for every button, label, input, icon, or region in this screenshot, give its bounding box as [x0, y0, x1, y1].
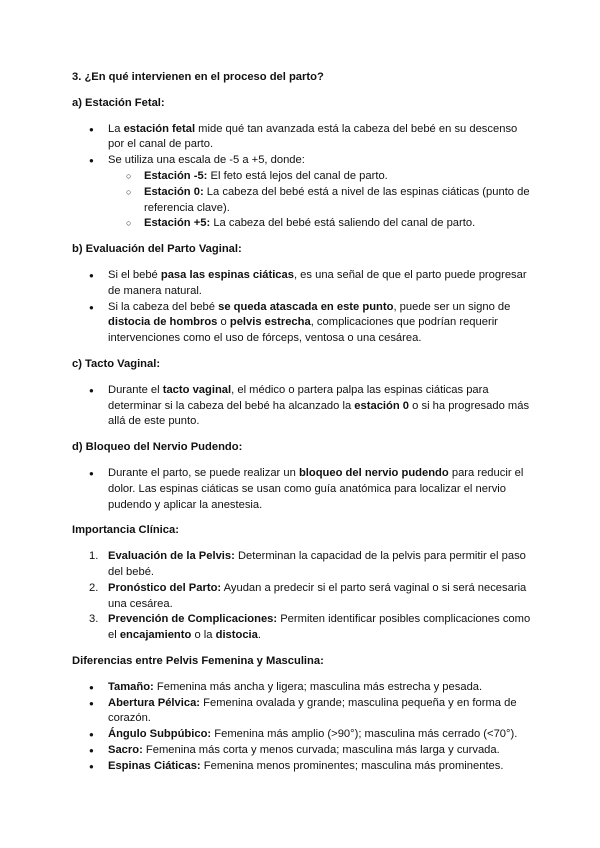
sub-list-item: ○ Estación +5: La cabeza del bebé está saliendo del canal de parto. — [72, 216, 532, 232]
numbered-item: 2. Pronóstico del Parto: Ayudan a predecir si el parto será vaginal o si será necesaria una cesárea. — [89, 581, 527, 610]
importancia-list — [72, 549, 532, 644]
list-item: ● Tamaño: Femenina más ancha y ligera; masculina más estrecha y pesada. — [72, 680, 532, 696]
list-item: ● Abertura Pélvica: Femenina ovalada y grande; masculina pequeña y en forma de corazón. — [72, 696, 532, 728]
list-item: ● Durante el tacto vaginal, el médico o partera palpa las espinas ciáticas para determinar si la cabeza del bebé ha alcanzado la estación 0 o si ha progresado más allá de este punto. — [72, 383, 532, 430]
importancia-title: Importancia Clínica: — [72, 524, 179, 537]
question-title: 3. ¿En qué intervienen en el proceso del parto? — [72, 71, 324, 83]
list-item: ● Durante el parto, se puede realizar un bloqueo del nervio pudendo para reducir el dolor. Las espinas ciáticas se usan como guía anatómica para localizar el nervio pudendo y aplicar la anestesia. — [72, 466, 532, 513]
list-item: ● Sacro: Femenina más corta y menos curvada; masculina más larga y curvada. — [72, 743, 532, 759]
section-d-title: d) Bloqueo del Nervio Pudendo: — [72, 441, 243, 454]
section-c-title: c) Tacto Vaginal: — [72, 357, 161, 370]
section-d-list — [72, 466, 532, 513]
document-page — [72, 70, 532, 774]
section-c-list — [72, 383, 532, 430]
sub-list-item: ○ Estación -5: El feto está lejos del canal de parto. — [72, 169, 532, 185]
list-item: ● Se utiliza una escala de -5 a +5, donde: — [72, 153, 532, 169]
list-item: ● Ángulo Subpúbico: Femenina más amplio (>90°); masculina más cerrado (<70°). — [72, 727, 532, 743]
section-a-title: a) Estación Fetal: — [72, 96, 165, 109]
list-item: ● Si el bebé pasa las espinas ciáticas, es una señal de que el parto puede progresar de manera natural. — [72, 268, 532, 300]
diferencias-list — [72, 680, 532, 775]
list-item: ● Espinas Ciáticas: Femenina menos prominentes; masculina más prominentes. — [72, 759, 532, 775]
numbered-item: 3. Prevención de Complicaciones: Permiten identificar posibles complicaciones como el encajamiento o la distocia. — [89, 613, 531, 642]
list-item: ● Si la cabeza del bebé se queda atascada en este punto, puede ser un signo de distocia de hombros o pelvis estrecha, complicaciones que podrían requerir intervenciones como el uso de fórceps, ventosa o una cesárea. — [72, 300, 532, 347]
list-item: ● La estación fetal mide qué tan avanzada está la cabeza del bebé en su descenso por el canal de parto. — [72, 122, 532, 154]
section-b-list — [72, 268, 532, 347]
section-a-list — [72, 122, 532, 233]
diferencias-title: Diferencias entre Pelvis Femenina y Masculina: — [72, 654, 324, 667]
numbered-item: 1. Evaluación de la Pelvis: Determinan la capacidad de la pelvis para permitir el paso del bebé. — [89, 550, 526, 578]
sub-list-item: ○ Estación 0: La cabeza del bebé está a nivel de las espinas ciáticas (punto de referencia clave). — [72, 185, 532, 217]
section-b-title: b) Evaluación del Parto Vaginal: — [72, 243, 242, 256]
